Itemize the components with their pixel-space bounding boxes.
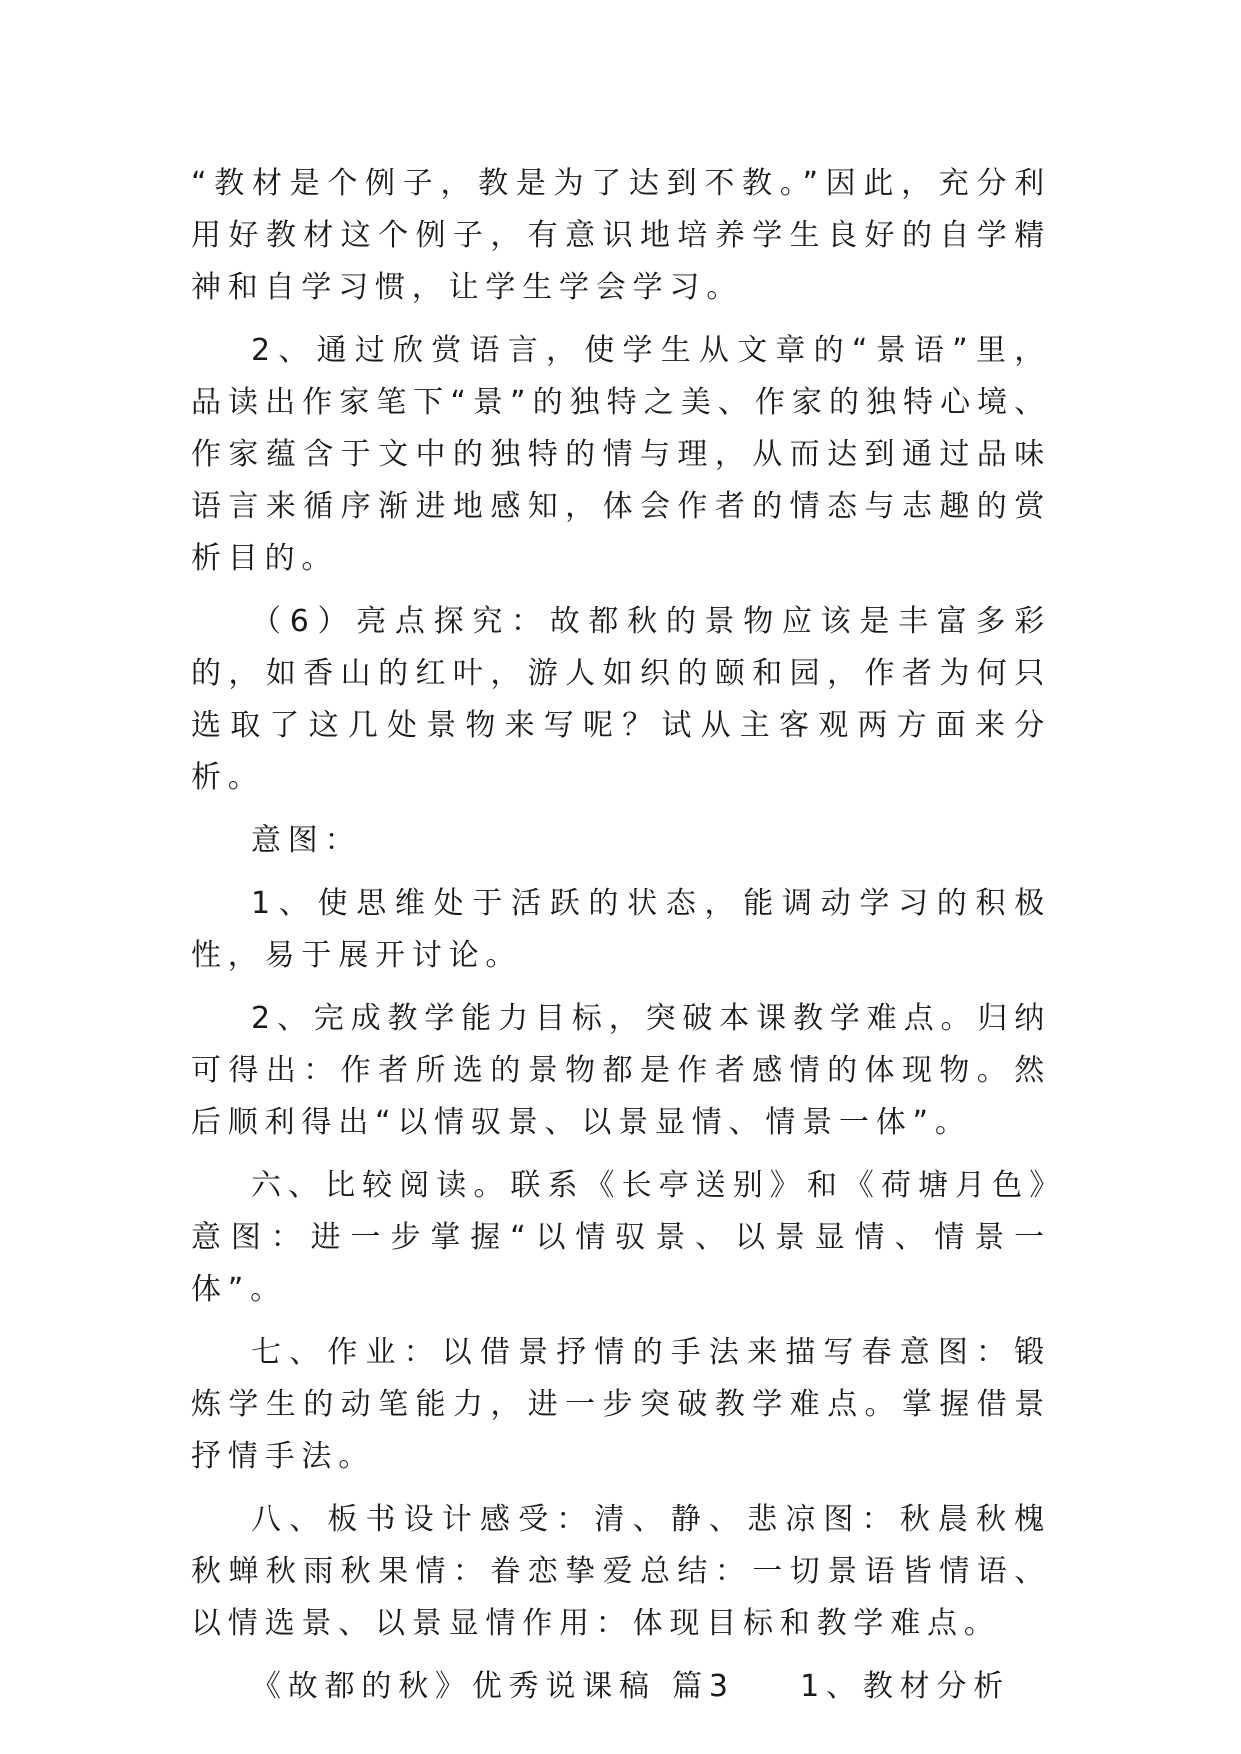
- document-body: [191, 158, 1051, 1713]
- paragraph-intent-2: 2、完成教学能力目标，突破本课教学难点。归纳可得出：作者所选的景物都是作者感情的体现物。然后顺利得出“以情驭景、以景显情、情景一体”。: [191, 1001, 1051, 1140]
- paragraph-homework: 七、作业：以借景抒情的手法来描写春意图：锻炼学生的动笔能力，进一步突破教学难点。掌握借景抒情手法。: [191, 1335, 1051, 1474]
- paragraph-next-section-heading: 《故都的秋》优秀说课稿 篇3 1、教材分析: [251, 1669, 1011, 1704]
- paragraph-intent-heading: 意图：: [251, 823, 362, 858]
- paragraph-point-2-language: 2、通过欣赏语言，使学生从文章的“景语”里，品读出作家笔下“景”的独特之美、作家的独特心境、作家蕴含于文中的独特的情与理，从而达到通过品味语言来循序渐进地感知，体会作者的情态与志趣的赏析目的。: [191, 333, 1051, 576]
- paragraph-highlight-inquiry: （6）亮点探究：故都秋的景物应该是丰富多彩的，如香山的红叶，游人如织的颐和园，作者为何只选取了这几处景物来写呢？试从主客观两方面来分析。: [191, 604, 1051, 795]
- paragraph-blackboard-design: 八、板书设计感受：清、静、悲凉图：秋晨秋槐秋蝉秋雨秋果情：眷恋挚爱总结：一切景语皆情语、以情选景、以景显情作用：体现目标和教学难点。: [191, 1502, 1051, 1641]
- paragraph-comparative-reading: 六、比较阅读。联系《长亭送别》和《荷塘月色》意图：进一步掌握“以情驭景、以景显情、情景一体”。: [191, 1168, 1051, 1307]
- paragraph-intro-quote: “教材是个例子，教是为了达到不教。”因此，充分利用好教材这个例子，有意识地培养学生良好的自学精神和自学习惯，让学生学会学习。: [191, 166, 1051, 305]
- paragraph-intent-1: 1、使思维处于活跃的状态，能调动学习的积极性，易于展开讨论。: [191, 886, 1051, 973]
